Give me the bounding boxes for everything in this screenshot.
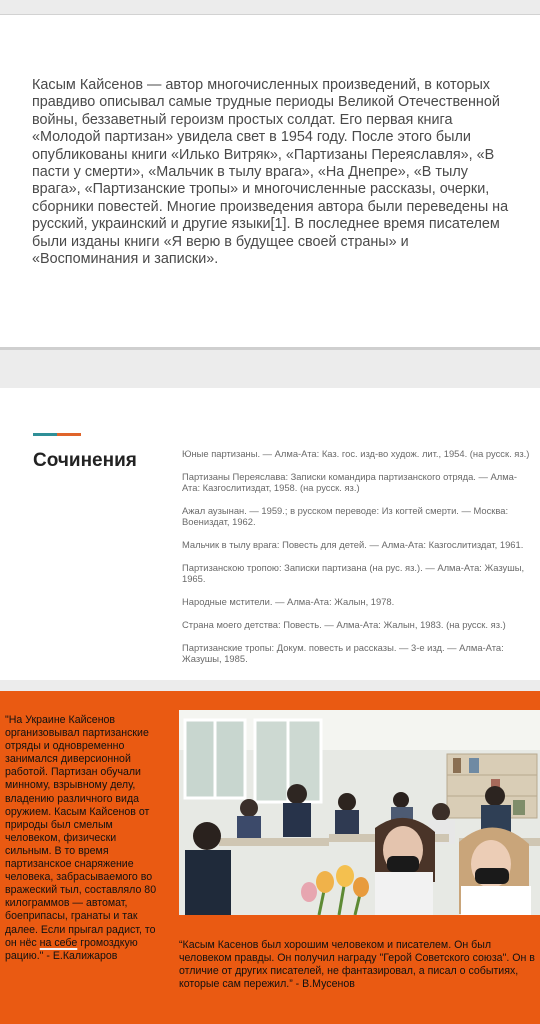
quote-musenov: “Касым Касенов был хорошим человеком и писателем. Он был человеком правды. Он получил награду "Герой Советского союза". Он в отличие от других писателей, не фантазировал, а писал о событиях, которые сам пережил.” - В.Мусенов [179,939,535,991]
quote-kalizharov-underlined: на себе [39,936,78,949]
biography-text: Касым Кайсенов — автор многочисленных произведений, в которых правдиво описывал самые трудные периоды Великой Отечественной войны, беззаветный героизм простых солдат. Его первая книга «Молодой партизан» увидела свет в 1954 году. После этого были опубликованы книги «Илько Витряк», «Партизаны Переяславля», «В пасти у смерти», «Мальчик в тылу врага», «На Днепре», «В тылу врага», «Партизанские тропы» и многочисленные рассказы, очерки, сборники повестей. Многие произведения автора были переведены на русский, украинский и другие языки[1]. В последнее время писателем были изданы книги «Я верю в будущее своей страны» и «Воспоминания и записки». [32,77,509,268]
works-list [182,448,532,676]
quote-kalizharov-tail: громоздкую рацию." - Е.Калижаров [5,936,138,962]
works-list-item: Народные мстители. — Алма-Ата: Жалын, 1978. [182,596,395,607]
works-title: Сочинения [33,450,137,471]
works-slide [0,388,540,680]
works-list-item: Партизанские тропы: Докум. повесть и рассказы. — 3-е изд. — Алма-Ата: Жазушы, 1985. [182,642,504,664]
works-list-item: Партизанскою тропою: Записки партизана (на рус. яз.). — Алма-Ата: Жазушы, 1965. [182,562,525,584]
works-list-item: Юные партизаны. — Алма-Ата: Каз. гос. изд-во худож. лит., 1954. (на русск. яз.) [182,448,530,459]
classroom-photo [179,710,540,915]
quote-kalizharov-main: "На Украине Кайсенов организовывал партизанские отряды и одновременно занимался диверсионной работой. Партизан обучали минному, взрывному делу, владению различного вида оружием. Касым Кайсенов от природы был смелым человеком, физически сильным. В то время партизанское снаряжение человека, забрасываемого во вражеский тыл, составляло 80 килограммов — автомат, боеприпасы, гранаты и так далее. Если прыгал радист, то он нёс [5,714,157,949]
quotes-slide [0,691,540,1024]
works-list-item: Партизаны Переяслава: Записки командира партизанского отряда. — Алма-Ата: Казгослитиздат, 1958. (на русск. яз.) [182,471,517,493]
accent-orange-segment [57,433,81,436]
quote-kalizharov [5,714,165,963]
works-list-item: Ажал аузынан. — 1959.; в русском переводе: Из когтей смерти. — Москва: Воениздат, 1962. [182,505,509,527]
accent-teal-segment [33,433,57,436]
biography-slide [0,14,540,350]
works-list-item: Страна моего детства: Повесть. — Алма-Ата: Жалын, 1983. (на русск. яз.) [182,619,506,630]
title-accent-bar [33,433,81,436]
works-list-item: Мальчик в тылу врага: Повесть для детей. — Алма-Ата: Казгослитиздат, 1961. [182,539,524,550]
